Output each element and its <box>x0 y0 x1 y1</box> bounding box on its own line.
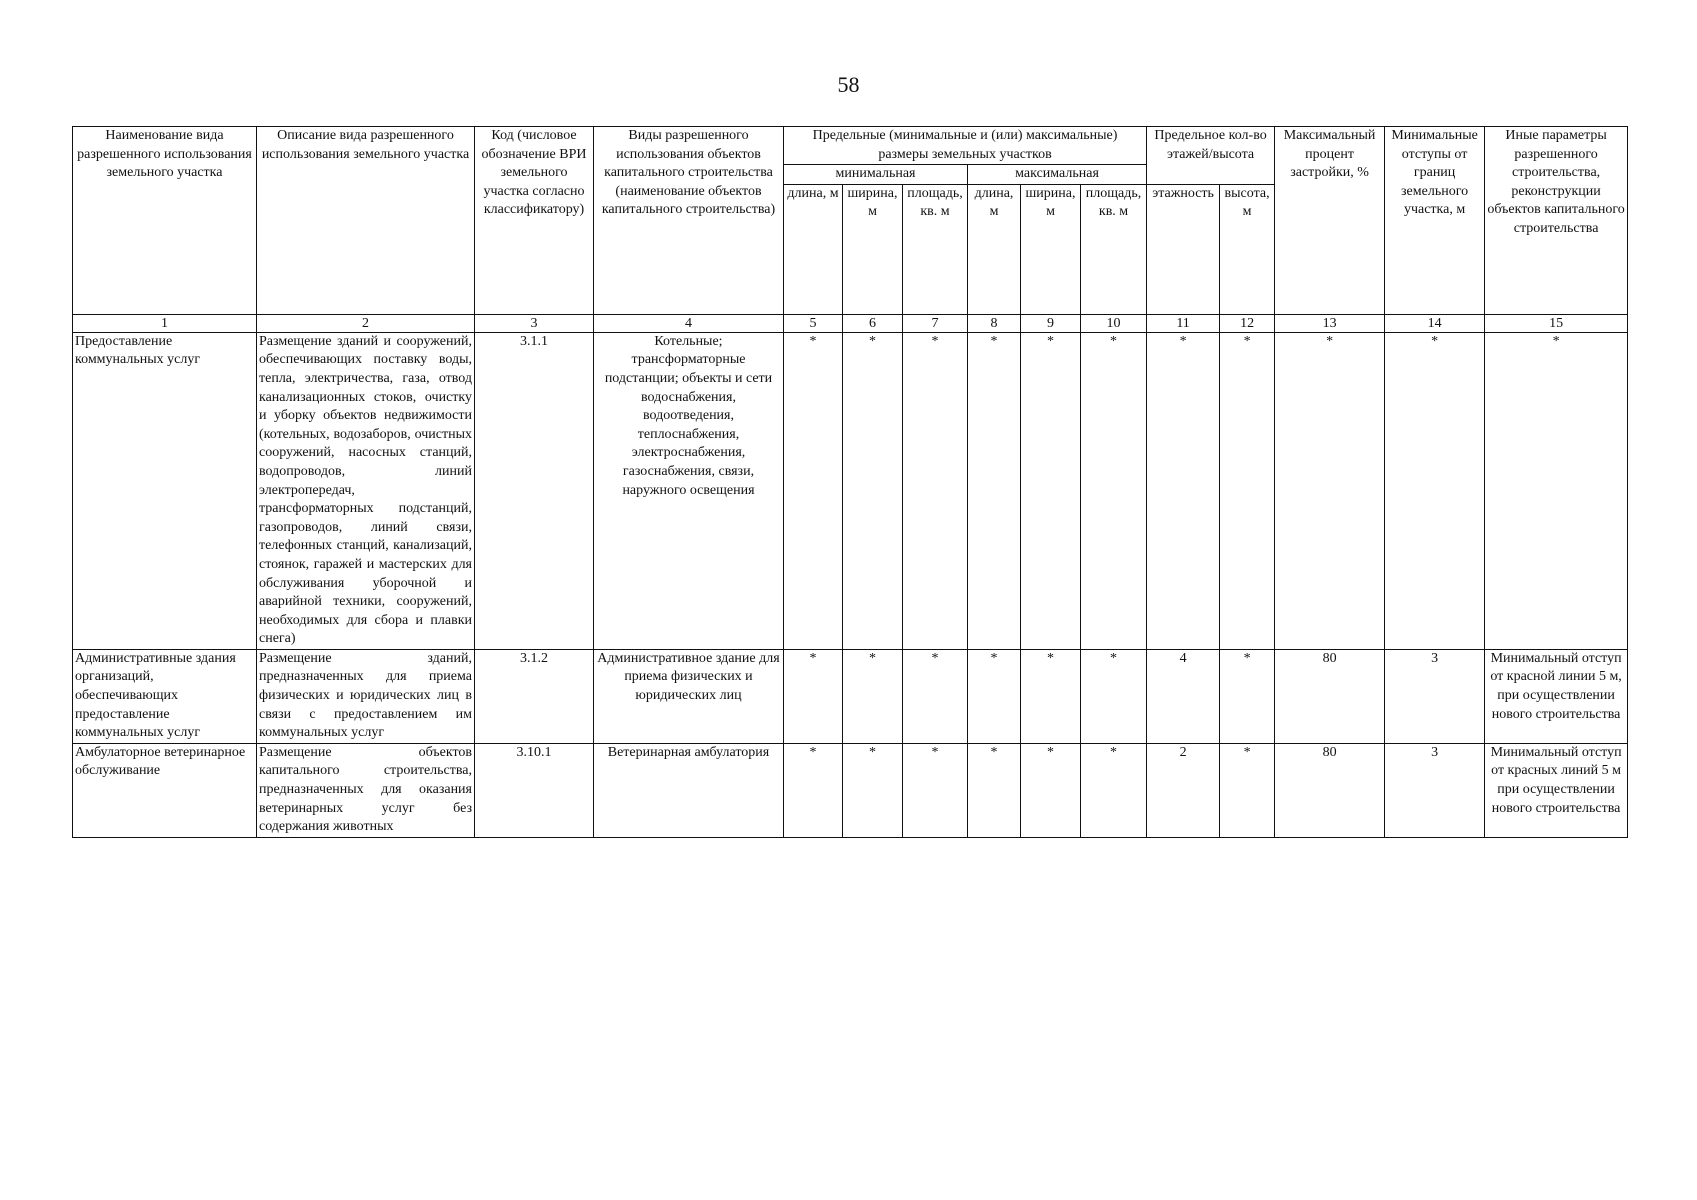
max-area-value: * <box>1081 649 1147 743</box>
land-use-description: Размещение объектов капитального строительства, предназначенных для оказания ветеринарных услуг без содержания животных <box>257 743 475 837</box>
floors-value: 2 <box>1147 743 1220 837</box>
other-parameters-value: Минимальный отступ от красной линии 5 м, при осуществлении нового строительства <box>1485 649 1628 743</box>
land-use-name: Административные здания организаций, обеспечивающих предоставление коммунальных услуг <box>73 649 257 743</box>
max-percent-value: 80 <box>1275 743 1385 837</box>
column-number: 2 <box>257 314 475 332</box>
land-use-name: Амбулаторное ветеринарное обслуживание <box>73 743 257 837</box>
column-number: 13 <box>1275 314 1385 332</box>
header-min-width: ширина, м <box>843 184 903 314</box>
header-max-length: длина, м <box>968 184 1021 314</box>
column-number: 1 <box>73 314 257 332</box>
column-number: 10 <box>1081 314 1147 332</box>
min-setback-value: * <box>1385 332 1485 649</box>
max-width-value: * <box>1021 743 1081 837</box>
max-length-value: * <box>968 743 1021 837</box>
construction-objects: Котельные; трансформаторные подстанции; объекты и сети водоснабжения, водоотведения, теплоснабжения, электроснабжения, газоснабжения, связи, наружного освещения <box>594 332 784 649</box>
floors-value: * <box>1147 332 1220 649</box>
column-number: 8 <box>968 314 1021 332</box>
header-code: Код (числовое обозначение ВРИ земельного участка согласно классификатору) <box>475 127 594 315</box>
header-other-parameters: Иные параметры разрешенного строительства, реконструкции объектов капитального строительства <box>1485 127 1628 315</box>
header-max-area: площадь, кв. м <box>1081 184 1147 314</box>
header-maximum: максимальная <box>968 165 1147 185</box>
min-length-value: * <box>784 332 843 649</box>
land-use-code: 3.1.1 <box>475 332 594 649</box>
column-number-row <box>73 314 1628 332</box>
max-width-value: * <box>1021 332 1081 649</box>
column-number: 5 <box>784 314 843 332</box>
column-number: 7 <box>903 314 968 332</box>
max-length-value: * <box>968 332 1021 649</box>
column-number: 6 <box>843 314 903 332</box>
page-number: 58 <box>837 72 860 97</box>
land-use-description: Размещение зданий и сооружений, обеспечивающих поставку воды, тепла, электричества, газа, отвод канализационных стоков, очистку и уборку объектов недвижимости (котельных, водозаборов, очистных сооружений, насосных станций, водопроводов, линий электропередач, трансформаторных подстанций, газопроводов, линий связи, телефонных станций, канализаций, стоянок, гаражей и мастерских для обслуживания уборочной и аварийной техники, сооружений, необходимых для сбора и плавки снега) <box>257 332 475 649</box>
min-area-value: * <box>903 743 968 837</box>
floors-value: 4 <box>1147 649 1220 743</box>
header-construction-objects: Виды разрешенного использования объектов капитального строительства (наименование объектов капитального строительства) <box>594 127 784 315</box>
min-area-value: * <box>903 332 968 649</box>
max-width-value: * <box>1021 649 1081 743</box>
min-length-value: * <box>784 649 843 743</box>
max-area-value: * <box>1081 332 1147 649</box>
column-number: 12 <box>1220 314 1275 332</box>
min-width-value: * <box>843 743 903 837</box>
min-width-value: * <box>843 332 903 649</box>
header-minimum: минимальная <box>784 165 968 185</box>
header-height: высота, м <box>1220 184 1275 314</box>
header-min-area: площадь, кв. м <box>903 184 968 314</box>
min-area-value: * <box>903 649 968 743</box>
column-number: 11 <box>1147 314 1220 332</box>
table-row <box>73 743 1628 837</box>
other-parameters-value: * <box>1485 332 1628 649</box>
land-use-name: Предоставление коммунальных услуг <box>73 332 257 649</box>
zoning-table <box>72 126 1628 838</box>
land-use-code: 3.10.1 <box>475 743 594 837</box>
column-number: 9 <box>1021 314 1081 332</box>
header-land-use-name: Наименование вида разрешенного использования земельного участка <box>73 127 257 315</box>
min-setback-value: 3 <box>1385 649 1485 743</box>
other-parameters-value: Минимальный отступ от красных линий 5 м при осуществлении нового строительства <box>1485 743 1628 837</box>
construction-objects: Административное здание для приема физических и юридических лиц <box>594 649 784 743</box>
column-number: 4 <box>594 314 784 332</box>
header-floors-height-limit: Предельное кол-во этажей/высота <box>1147 127 1275 185</box>
header-floors: этажность <box>1147 184 1220 314</box>
column-number: 3 <box>475 314 594 332</box>
header-max-width: ширина, м <box>1021 184 1081 314</box>
header-min-setbacks: Минимальные отступы от границ земельного участка, м <box>1385 127 1485 315</box>
column-number: 15 <box>1485 314 1628 332</box>
land-use-description: Размещение зданий, предназначенных для приема физических и юридических лиц в связи с предоставлением им коммунальных услуг <box>257 649 475 743</box>
header-min-length: длина, м <box>784 184 843 314</box>
max-area-value: * <box>1081 743 1147 837</box>
header-max-building-percent: Максимальный процент застройки, % <box>1275 127 1385 315</box>
max-length-value: * <box>968 649 1021 743</box>
header-plot-size-limits: Предельные (минимальные и (или) максимальные) размеры земельных участков <box>784 127 1147 165</box>
header-land-use-description: Описание вида разрешенного использования земельного участка <box>257 127 475 315</box>
column-number: 14 <box>1385 314 1485 332</box>
land-use-code: 3.1.2 <box>475 649 594 743</box>
height-value: * <box>1220 649 1275 743</box>
table-row <box>73 332 1628 649</box>
min-length-value: * <box>784 743 843 837</box>
max-percent-value: 80 <box>1275 649 1385 743</box>
height-value: * <box>1220 743 1275 837</box>
max-percent-value: * <box>1275 332 1385 649</box>
table-row <box>73 649 1628 743</box>
min-setback-value: 3 <box>1385 743 1485 837</box>
construction-objects: Ветеринарная амбулатория <box>594 743 784 837</box>
min-width-value: * <box>843 649 903 743</box>
height-value: * <box>1220 332 1275 649</box>
